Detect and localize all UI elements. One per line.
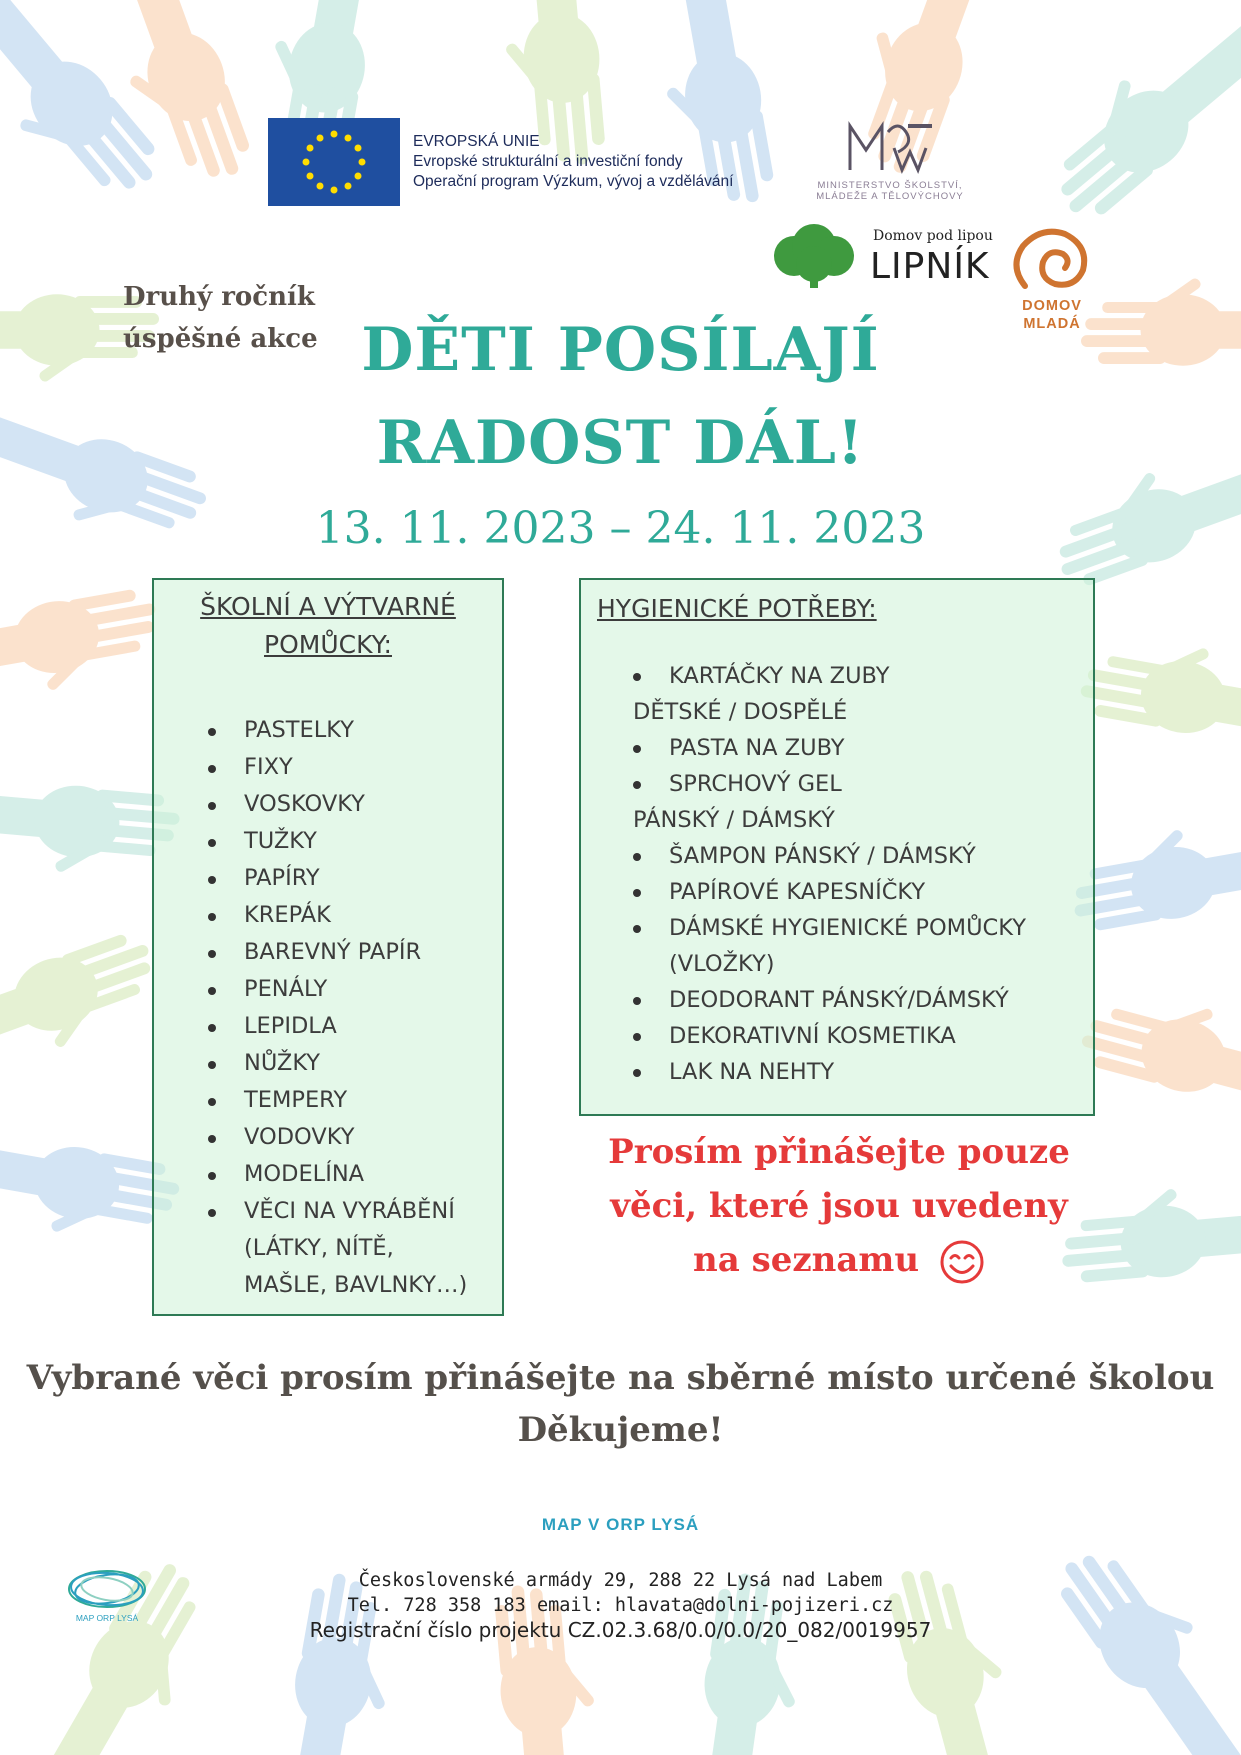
list-item — [633, 766, 1093, 838]
hygiene-list — [581, 658, 1093, 1090]
msmt-line-1: MINISTERSTVO ŠKOLSTVÍ, — [817, 180, 963, 191]
list-item: PAPÍRY — [208, 860, 502, 897]
school-supplies-list — [154, 712, 502, 1304]
headline-line-2: RADOST DÁL! — [376, 408, 865, 478]
hygiene-title: HYGIENICKÉ POTŘEBY: — [597, 594, 877, 623]
list-item — [633, 658, 1093, 730]
crafts-line-1: VĚCI NA VYRÁBĚNÍ — [244, 1198, 455, 1224]
lipnik-title: LIPNÍK — [870, 246, 990, 287]
school-supplies-title — [154, 588, 502, 664]
footer-message — [0, 1352, 1241, 1456]
contact-block — [0, 1568, 1241, 1643]
notice-line-2: věci, které jsou uvedeny — [610, 1186, 1068, 1226]
list-item: DEODORANT PÁNSKÝ/DÁMSKÝ — [633, 982, 1093, 1018]
list-item: MODELÍNA — [208, 1156, 502, 1193]
list-item: VODOVKY — [208, 1119, 502, 1156]
hygiene-item-6: DÁMSKÉ HYGIENICKÉ POMŮCKY — [669, 915, 1026, 941]
eu-line-2: Evropské strukturální a investiční fondy — [413, 153, 683, 170]
footer-line-2: Děkujeme! — [517, 1410, 724, 1450]
spiral-icon — [1005, 226, 1095, 294]
list-item: LAK NA NEHTY — [633, 1054, 1093, 1090]
eu-title: EVROPSKÁ UNIE — [413, 133, 540, 150]
notice-text — [583, 1125, 1095, 1287]
school-title-line-1: ŠKOLNÍ A VÝTVARNÉ — [200, 592, 456, 621]
list-item: LEPIDLA — [208, 1008, 502, 1045]
eu-line-3: Operační program Výzkum, vývoj a vzdělávání — [413, 173, 734, 190]
list-item: TEMPERY — [208, 1082, 502, 1119]
notice-line-3: na seznamu — [693, 1240, 920, 1280]
list-item: PASTELKY — [208, 712, 502, 749]
eu-text-block — [413, 132, 733, 192]
contact-line: Tel. 728 358 183 email: hlavata@dolni-pojizeri.cz — [347, 1595, 894, 1616]
hygiene-item-1: KARTÁČKY NA ZUBY — [669, 663, 890, 689]
list-item: FIXY — [208, 749, 502, 786]
intro-line-1: Druhý ročník — [123, 282, 315, 312]
registration-number: Registrační číslo projektu CZ.02.3.68/0.0/0.0/20_082/0019957 — [309, 1618, 932, 1642]
intro-line-2: úspěšné akce — [123, 324, 318, 354]
school-supplies-box — [152, 578, 504, 1316]
list-item: BAREVNÝ PAPÍR — [208, 934, 502, 971]
map-title: MAP V ORP LYSÁ — [541, 1515, 700, 1534]
msmt-line-2: MLÁDEŽE A TĚLOVÝCHOVY — [816, 191, 964, 202]
list-item: PASTA NA ZUBY — [633, 730, 1093, 766]
msmt-logo — [800, 118, 980, 208]
domov-line-1: DOMOV — [1022, 298, 1082, 314]
list-item: VOSKOVKY — [208, 786, 502, 823]
list-item: TUŽKY — [208, 823, 502, 860]
list-item — [633, 910, 1093, 982]
map-orp-lysa-logo-icon — [62, 1557, 152, 1621]
eu-flag-logo — [268, 118, 400, 206]
eu-stars-icon — [268, 118, 400, 206]
list-item: ŠAMPON PÁNSKÝ / DÁMSKÝ — [633, 838, 1093, 874]
domov-line-2: MLADÁ — [1023, 316, 1081, 332]
crafts-line-2: (LÁTKY, NÍTĚ, — [244, 1235, 394, 1261]
list-item-crafts — [208, 1193, 502, 1304]
hygiene-supplies-box — [579, 578, 1095, 1116]
list-item: NŮŽKY — [208, 1045, 502, 1082]
address: Československé armády 29, 288 22 Lysá nad Labem — [358, 1570, 883, 1591]
notice-line-1: Prosím přinášejte pouze — [608, 1132, 1070, 1172]
tree-icon — [770, 222, 858, 290]
crafts-line-3: MAŠLE, BAVLNKY…) — [244, 1272, 468, 1298]
list-item: PENÁLY — [208, 971, 502, 1008]
list-item: DEKORATIVNÍ KOSMETIKA — [633, 1018, 1093, 1054]
msmt-mark-icon — [840, 118, 940, 176]
hygiene-item-3-cont: PÁNSKÝ / DÁMSKÝ — [633, 807, 835, 833]
smiley-icon — [939, 1239, 985, 1285]
hygiene-item-1-cont: DĚTSKÉ / DOSPĚLÉ — [633, 699, 848, 725]
school-title-line-2: POMŮCKY: — [264, 630, 392, 659]
footer-line-1: Vybrané věci prosím přinášejte na sběrné místo určené školou — [26, 1358, 1215, 1398]
hygiene-item-3: SPRCHOVÝ GEL — [669, 771, 842, 797]
list-item: PAPÍROVÉ KAPESNÍČKY — [633, 874, 1093, 910]
event-dates: 13. 11. 2023 – 24. 11. 2023 — [315, 503, 926, 554]
notice-line-3-wrap — [583, 1233, 1095, 1287]
lipnik-subtitle: Domov pod lipou — [873, 228, 993, 244]
map-logo-label: MAP ORP LYSÁ — [75, 1613, 139, 1623]
headline-line-1: DĚTI POSÍLAJÍ — [361, 315, 880, 385]
hygiene-item-6-cont: (VLOŽKY) — [669, 951, 775, 977]
list-item: KREPÁK — [208, 897, 502, 934]
